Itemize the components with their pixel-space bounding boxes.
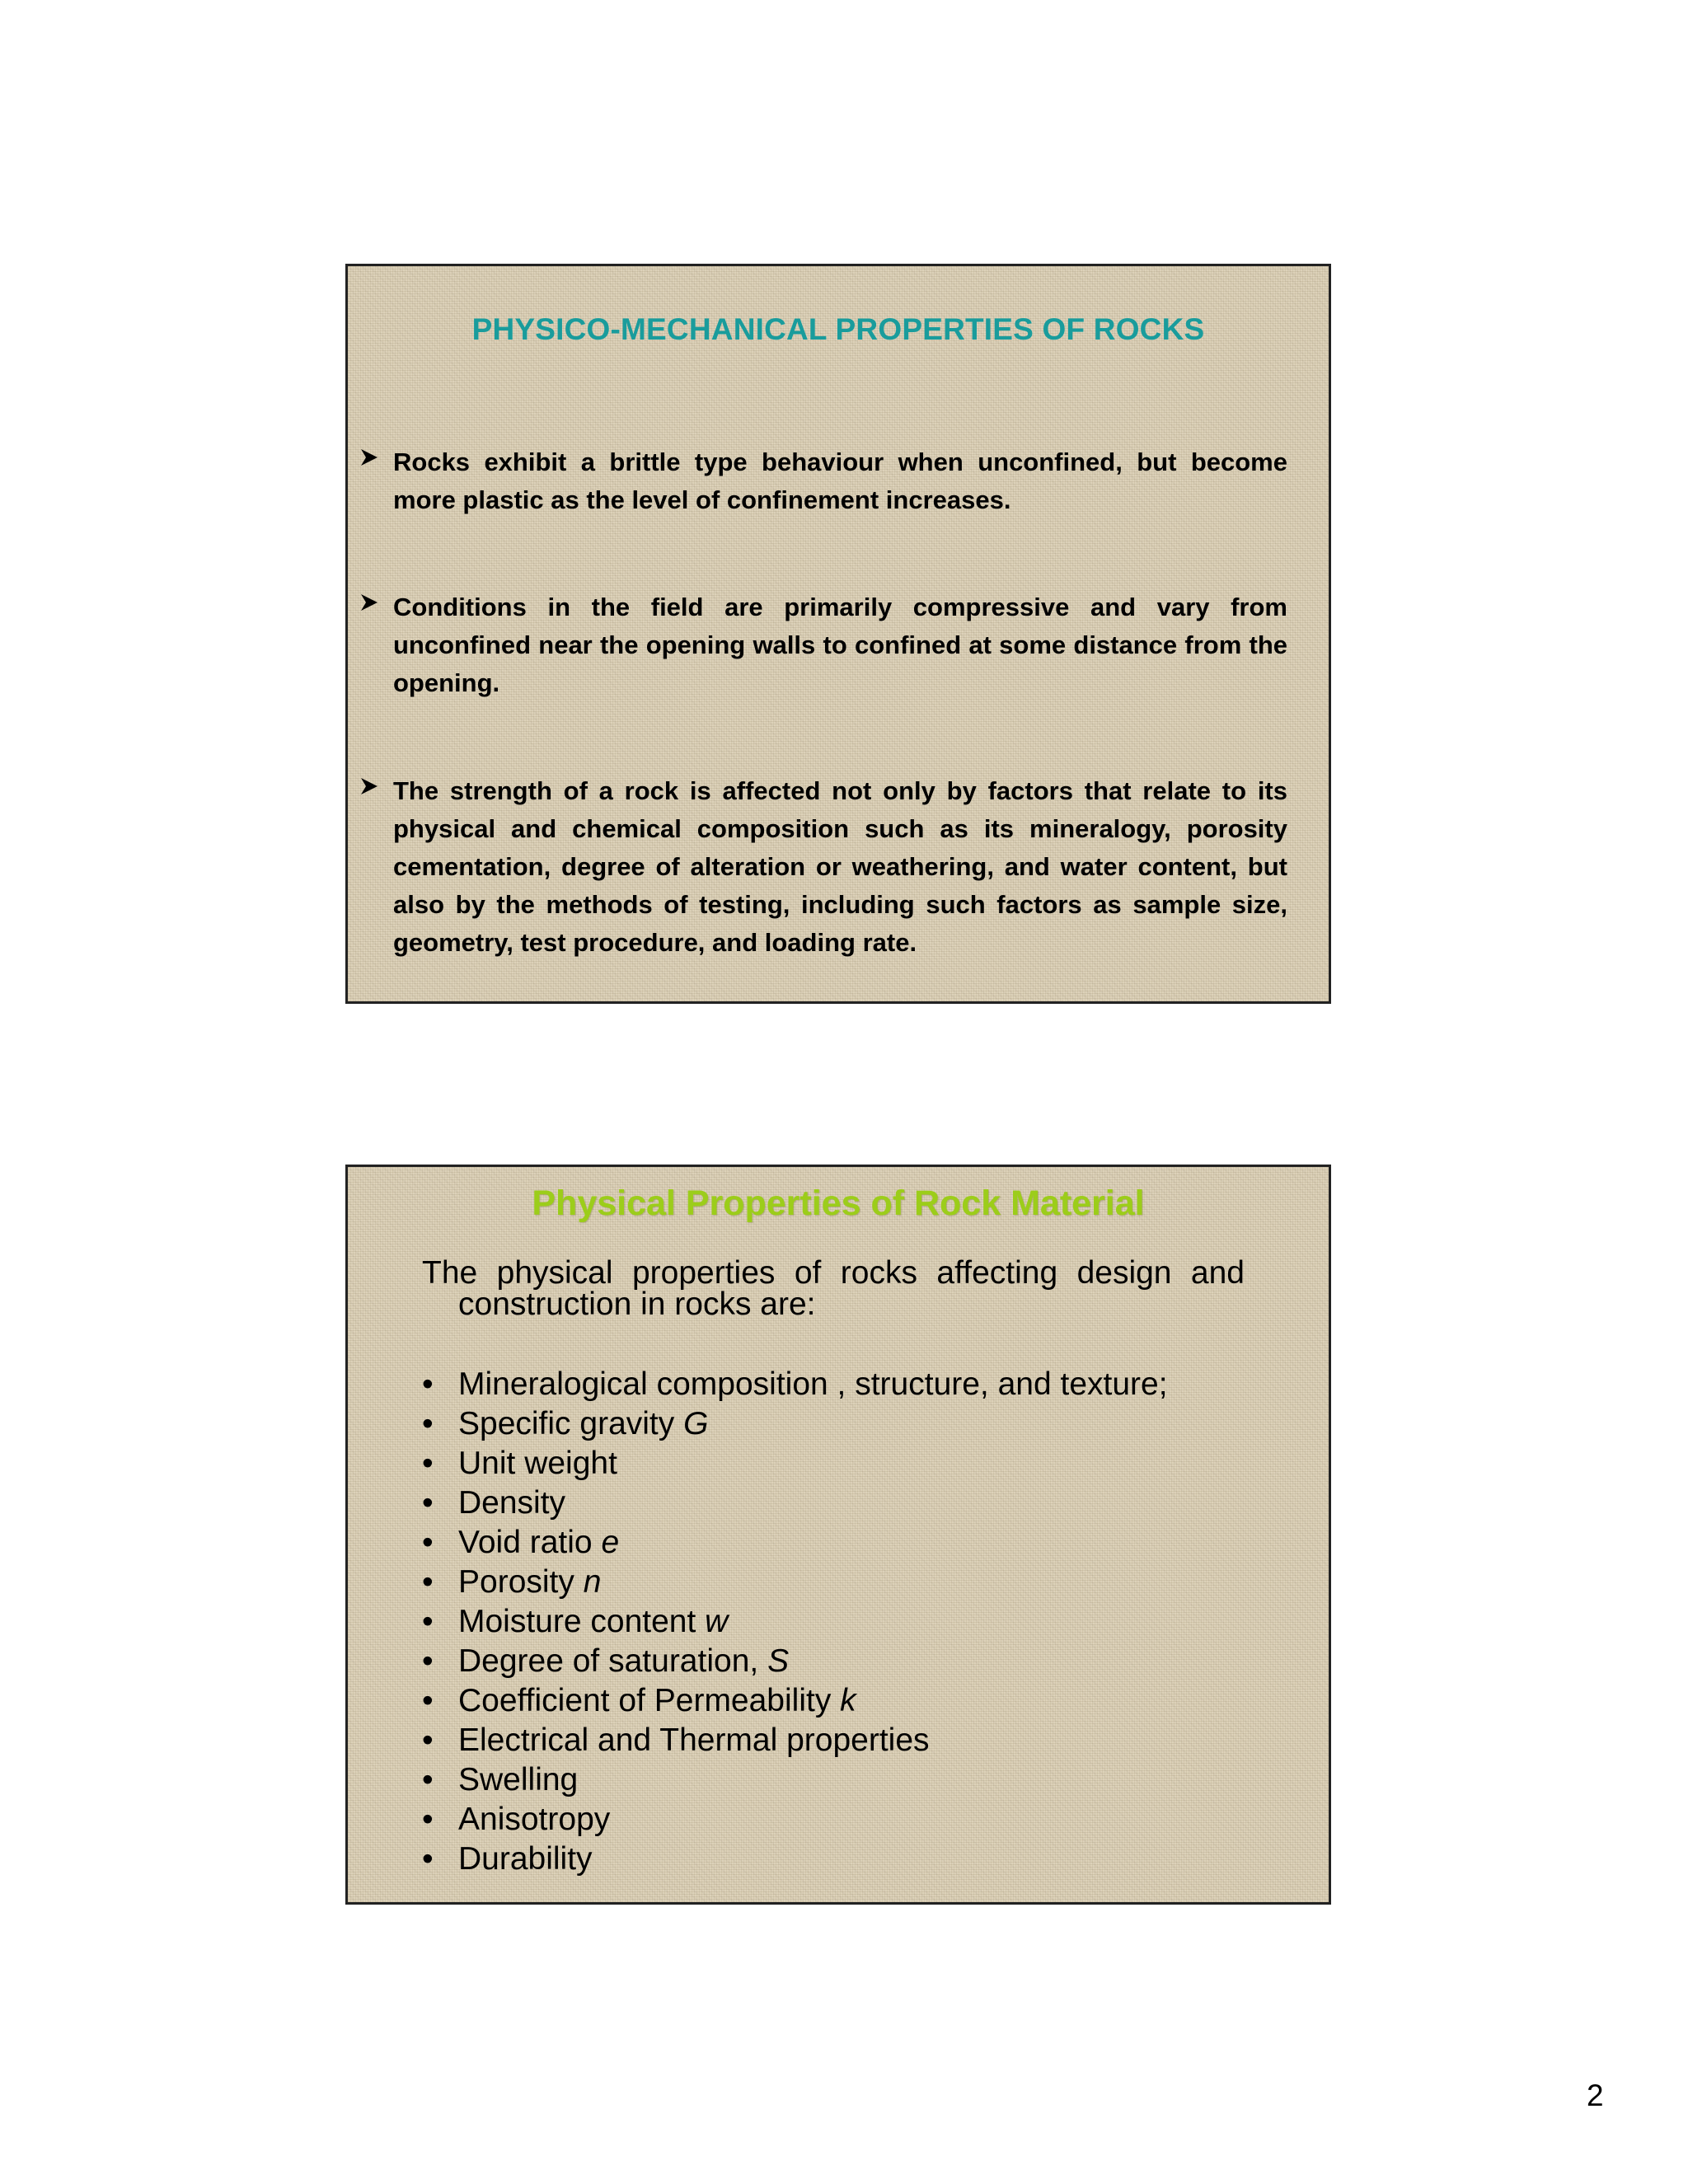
list-item-label: Density <box>458 1485 566 1521</box>
property-list <box>422 1365 1168 1879</box>
bullet-text: Rocks exhibit a brittle type behaviour when unconfined, but become more plastic as the level of confinement increases. <box>393 448 1287 514</box>
list-item-label: Degree of saturation, <box>458 1643 768 1679</box>
bullet-dot-icon: • <box>422 1762 434 1797</box>
list-item-label: Electrical and Thermal properties <box>458 1722 930 1758</box>
list-item-label: Moisture content <box>458 1604 706 1639</box>
bullet-dot-icon: • <box>422 1564 434 1600</box>
list-item-label: Void ratio <box>458 1525 602 1560</box>
bullet-item <box>348 588 1287 702</box>
arrow-bullet-icon <box>358 775 381 798</box>
list-item <box>422 1483 1168 1523</box>
intro-paragraph <box>422 1255 1245 1322</box>
list-item <box>422 1523 1168 1563</box>
bullet-text: The strength of a rock is affected not only by factors that relate to its physical and chemical composition such as its mineralogy, porosity cementation, degree of alteration or weathering, and water content, but also by the methods of testing, including such factors as sample size, geometry, test procedure, and loading rate. <box>393 776 1287 957</box>
bullet-dot-icon: • <box>422 1366 434 1402</box>
bullet-dot-icon: • <box>422 1841 434 1877</box>
list-item-label: Porosity <box>458 1564 584 1600</box>
list-item-symbol: e <box>601 1525 620 1560</box>
list-item <box>422 1563 1168 1602</box>
slide-title: PHYSICO-MECHANICAL PROPERTIES OF ROCKS <box>471 312 1205 346</box>
bullet-dot-icon: • <box>422 1722 434 1758</box>
list-item <box>422 1404 1168 1444</box>
bullet-dot-icon: • <box>422 1406 434 1441</box>
list-item <box>422 1365 1168 1404</box>
list-item <box>422 1800 1168 1840</box>
bullet-item <box>348 772 1287 962</box>
list-item <box>422 1681 1168 1721</box>
bullet-item <box>348 443 1287 519</box>
list-item-symbol: S <box>767 1643 790 1679</box>
bullet-dot-icon: • <box>422 1802 434 1837</box>
list-item-label: Anisotropy <box>458 1802 611 1837</box>
list-item-symbol: n <box>583 1564 602 1600</box>
bullet-dot-icon: • <box>422 1683 434 1718</box>
list-item <box>422 1602 1168 1642</box>
bullet-dot-icon: • <box>422 1604 434 1639</box>
list-item-label: Unit weight <box>458 1446 617 1481</box>
bullet-dot-icon: • <box>422 1485 434 1521</box>
page-number: 2 <box>1587 2079 1604 2112</box>
bullet-dot-icon: • <box>422 1643 434 1679</box>
slide-physical-properties <box>345 1165 1331 1905</box>
list-item-label: Coefficient of Permeability <box>458 1683 841 1718</box>
list-item-label: Mineralogical composition , structure, and texture; <box>458 1366 1168 1402</box>
list-item <box>422 1840 1168 1879</box>
intro-line: construction in rocks are: <box>458 1286 816 1322</box>
list-item <box>422 1642 1168 1681</box>
intro-line: The physical properties of rocks affecting design and <box>422 1255 1245 1291</box>
slide-title: Physical Properties of Rock Material <box>532 1183 1145 1223</box>
list-item-symbol: k <box>840 1683 856 1718</box>
bullet-text: Conditions in the field are primarily compressive and vary from unconfined near the opening walls to confined at some distance from the opening. <box>393 593 1287 697</box>
list-item-symbol: w <box>705 1604 729 1639</box>
bullet-dot-icon: • <box>422 1446 434 1481</box>
list-item-label: Swelling <box>458 1762 579 1797</box>
list-item <box>422 1760 1168 1800</box>
list-item-label: Specific gravity <box>458 1406 684 1441</box>
arrow-bullet-icon <box>358 446 381 469</box>
list-item <box>422 1444 1168 1483</box>
bullet-dot-icon: • <box>422 1525 434 1560</box>
slide-physico-mechanical-properties <box>345 264 1331 1004</box>
list-item-label: Durability <box>458 1841 593 1877</box>
list-item <box>422 1721 1168 1760</box>
list-item-symbol: G <box>683 1406 709 1441</box>
arrow-bullet-icon <box>358 591 381 614</box>
